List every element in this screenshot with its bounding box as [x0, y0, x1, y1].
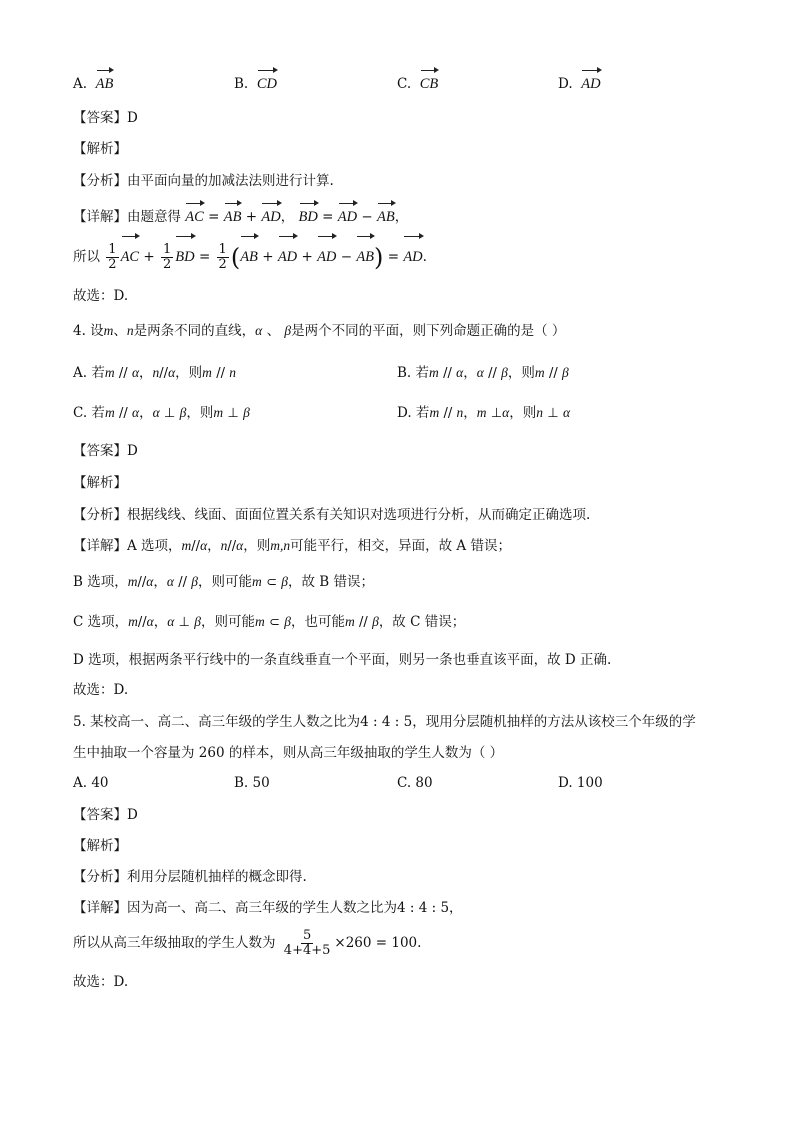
vector-ab: AB: [96, 74, 114, 94]
q3-suoyi: [73, 240, 427, 274]
q3-fenxi: [73, 171, 334, 191]
q3-option-d: [558, 74, 601, 94]
xiangjie-label: 【详解】: [73, 209, 127, 225]
period: .: [422, 249, 427, 265]
answer-label: 【答案】: [73, 443, 127, 459]
q3-option-a: [73, 74, 113, 94]
answer-value: D: [127, 110, 138, 126]
vector-ad: AD: [403, 240, 422, 274]
equals-sign: =: [208, 209, 220, 225]
q4-option-b: B. 若m // α，α // β，则m // β: [397, 365, 569, 381]
q3-xiangjie: [73, 207, 408, 227]
q5-stem-line2: 生中抽取一个容量为 260 的样本，则从高三年级抽取的学生人数为（ ）: [73, 745, 504, 761]
option-letter: A.: [73, 76, 88, 92]
fraction: $\frac{5}{4+4+5}$: [283, 928, 331, 958]
option-letter: C.: [397, 76, 412, 92]
comma: ，: [280, 209, 295, 225]
q3-option-b: [234, 74, 277, 94]
option-letter: B.: [234, 76, 249, 92]
q5-option-b: B. 50: [234, 775, 270, 791]
var-alpha: α: [255, 323, 263, 338]
vector-cb: CB: [420, 74, 439, 94]
q4-xiangjie-d: D 选项，根据两条平行线中的一条直线垂直一个平面，则另一条也垂直该平面，故 D 正确.: [73, 652, 612, 668]
equals-sign: =: [387, 249, 400, 265]
plus-sign: +: [143, 249, 155, 265]
q4-xiangjie-b: B 选项，m//α，α // β，则可能m ⊂ β，故 B 错误；: [73, 574, 375, 590]
q3-option-c: [397, 74, 438, 94]
q5-fenxi: [73, 867, 307, 887]
fraction-half: $\frac{1}{2}$: [108, 242, 117, 272]
vector-ac: AC: [121, 240, 140, 274]
stem-text: 是两条不同的直线，: [133, 323, 256, 339]
q5-option-a: A. 40: [73, 775, 109, 791]
fraction-half: $\frac{1}{2}$: [218, 242, 227, 272]
fenxi-text: 利用分层随机抽样的概念即得.: [127, 869, 307, 885]
answer-value: D: [127, 807, 138, 823]
var-beta: β: [284, 323, 292, 338]
q4-stem: [73, 321, 565, 341]
plus-sign: +: [301, 249, 313, 265]
vector-ad: AD: [338, 207, 357, 227]
fenxi-label: 【分析】: [73, 869, 127, 885]
q5-option-c: C. 80: [397, 775, 433, 791]
comma: ，: [394, 209, 409, 225]
q3-conclusion: 故选：D.: [73, 288, 129, 304]
var-m: m: [103, 323, 114, 338]
q4-xiangjie-c: C 选项，m//α，α ⊥ β，则可能m ⊂ β，也可能m // β，故 C 错误；: [73, 614, 466, 630]
equals-sign: =: [322, 209, 334, 225]
vector-cd: CD: [257, 74, 277, 94]
q5-analysis-label: 【解析】: [73, 838, 127, 854]
q5-answer: [73, 805, 138, 825]
q4-option-c: C. 若m // α，α ⊥ β，则m ⊥ β: [73, 405, 250, 421]
answer-label: 【答案】: [73, 807, 127, 823]
q4-analysis-label: 【解析】: [73, 475, 127, 491]
q4-option-d: D. 若m // n，m ⊥α，则n ⊥ α: [397, 405, 571, 421]
vector-ad: AD: [317, 240, 336, 274]
answer-label: 【答案】: [73, 110, 127, 126]
right-paren: ): [374, 243, 384, 272]
left-paren: (: [230, 243, 241, 272]
vector-ab: AB: [240, 240, 258, 274]
equals-sign: =: [198, 249, 211, 265]
q4-xiangjie-a: 【详解】A 选项，m//α，n//α，则m,n可能平行，相交，异面，故 A 错误；: [73, 538, 511, 554]
q4-answer: [73, 441, 138, 461]
q3-analysis-label: 【解析】: [73, 141, 127, 157]
suoyi-text: 所以: [73, 249, 100, 265]
fenxi-text: 根据线线、线面、面面位置关系有关知识对选项进行分析，从而确定正确选项.: [127, 507, 591, 523]
suoyi-text: 所以从高三年级抽取的学生人数为: [73, 935, 276, 951]
q5-stem-line1: 5. 某校高一、高二、高三年级的学生人数之比为4 : 4 : 5，现用分层随机抽样的方法从该校三个年级的学: [73, 714, 696, 730]
calculation: ×260 = 100: [334, 935, 418, 951]
vector-ad: AD: [581, 74, 600, 94]
vector-ac: AC: [185, 207, 204, 227]
stem-text: 是两个不同的平面，则下列命题正确的是（ ）: [291, 323, 566, 339]
vector-ad: AD: [261, 207, 280, 227]
fenxi-label: 【分析】: [73, 173, 127, 189]
minus-sign: −: [361, 209, 373, 225]
q5-xiangjie: 【详解】因为高一、高二、高三年级的学生人数之比为4 : 4 : 5，: [73, 900, 463, 916]
vector-ab: AB: [356, 240, 374, 274]
fenxi-text: 由平面向量的加减法法则进行计算.: [127, 173, 334, 189]
var-n: n: [126, 323, 134, 338]
q5-conclusion: 故选：D.: [73, 974, 129, 990]
vector-ad: AD: [278, 240, 297, 274]
ratio: 4 : 4 : 5: [360, 714, 413, 730]
plus-sign: +: [262, 249, 274, 265]
q5-suoyi: 所以从高三年级抽取的学生人数为 $\frac{5}{4+4+5}$ ×260 = 100.: [73, 928, 422, 958]
plus-sign: +: [245, 209, 258, 225]
q5-option-d: D. 100: [558, 775, 603, 791]
vector-ab: AB: [377, 207, 395, 227]
option-letter: D.: [558, 76, 573, 92]
separator: 、: [266, 323, 281, 339]
q4-conclusion: 故选：D.: [73, 682, 129, 698]
stem-text: 4. 设: [73, 323, 104, 339]
vector-bd: BD: [299, 207, 318, 227]
answer-value: D: [127, 443, 138, 459]
vector-bd: BD: [175, 240, 194, 274]
fraction-half: $\frac{1}{2}$: [163, 242, 172, 272]
separator: 、: [113, 323, 127, 339]
q4-fenxi: [73, 505, 590, 525]
minus-sign: −: [340, 249, 353, 265]
xiangjie-text: 由题意得: [127, 209, 181, 225]
q4-option-a: A. 若m // α，n//α，则m // n: [73, 365, 237, 381]
q3-answer: [73, 108, 138, 128]
vector-ab: AB: [224, 207, 242, 227]
fenxi-label: 【分析】: [73, 507, 127, 523]
